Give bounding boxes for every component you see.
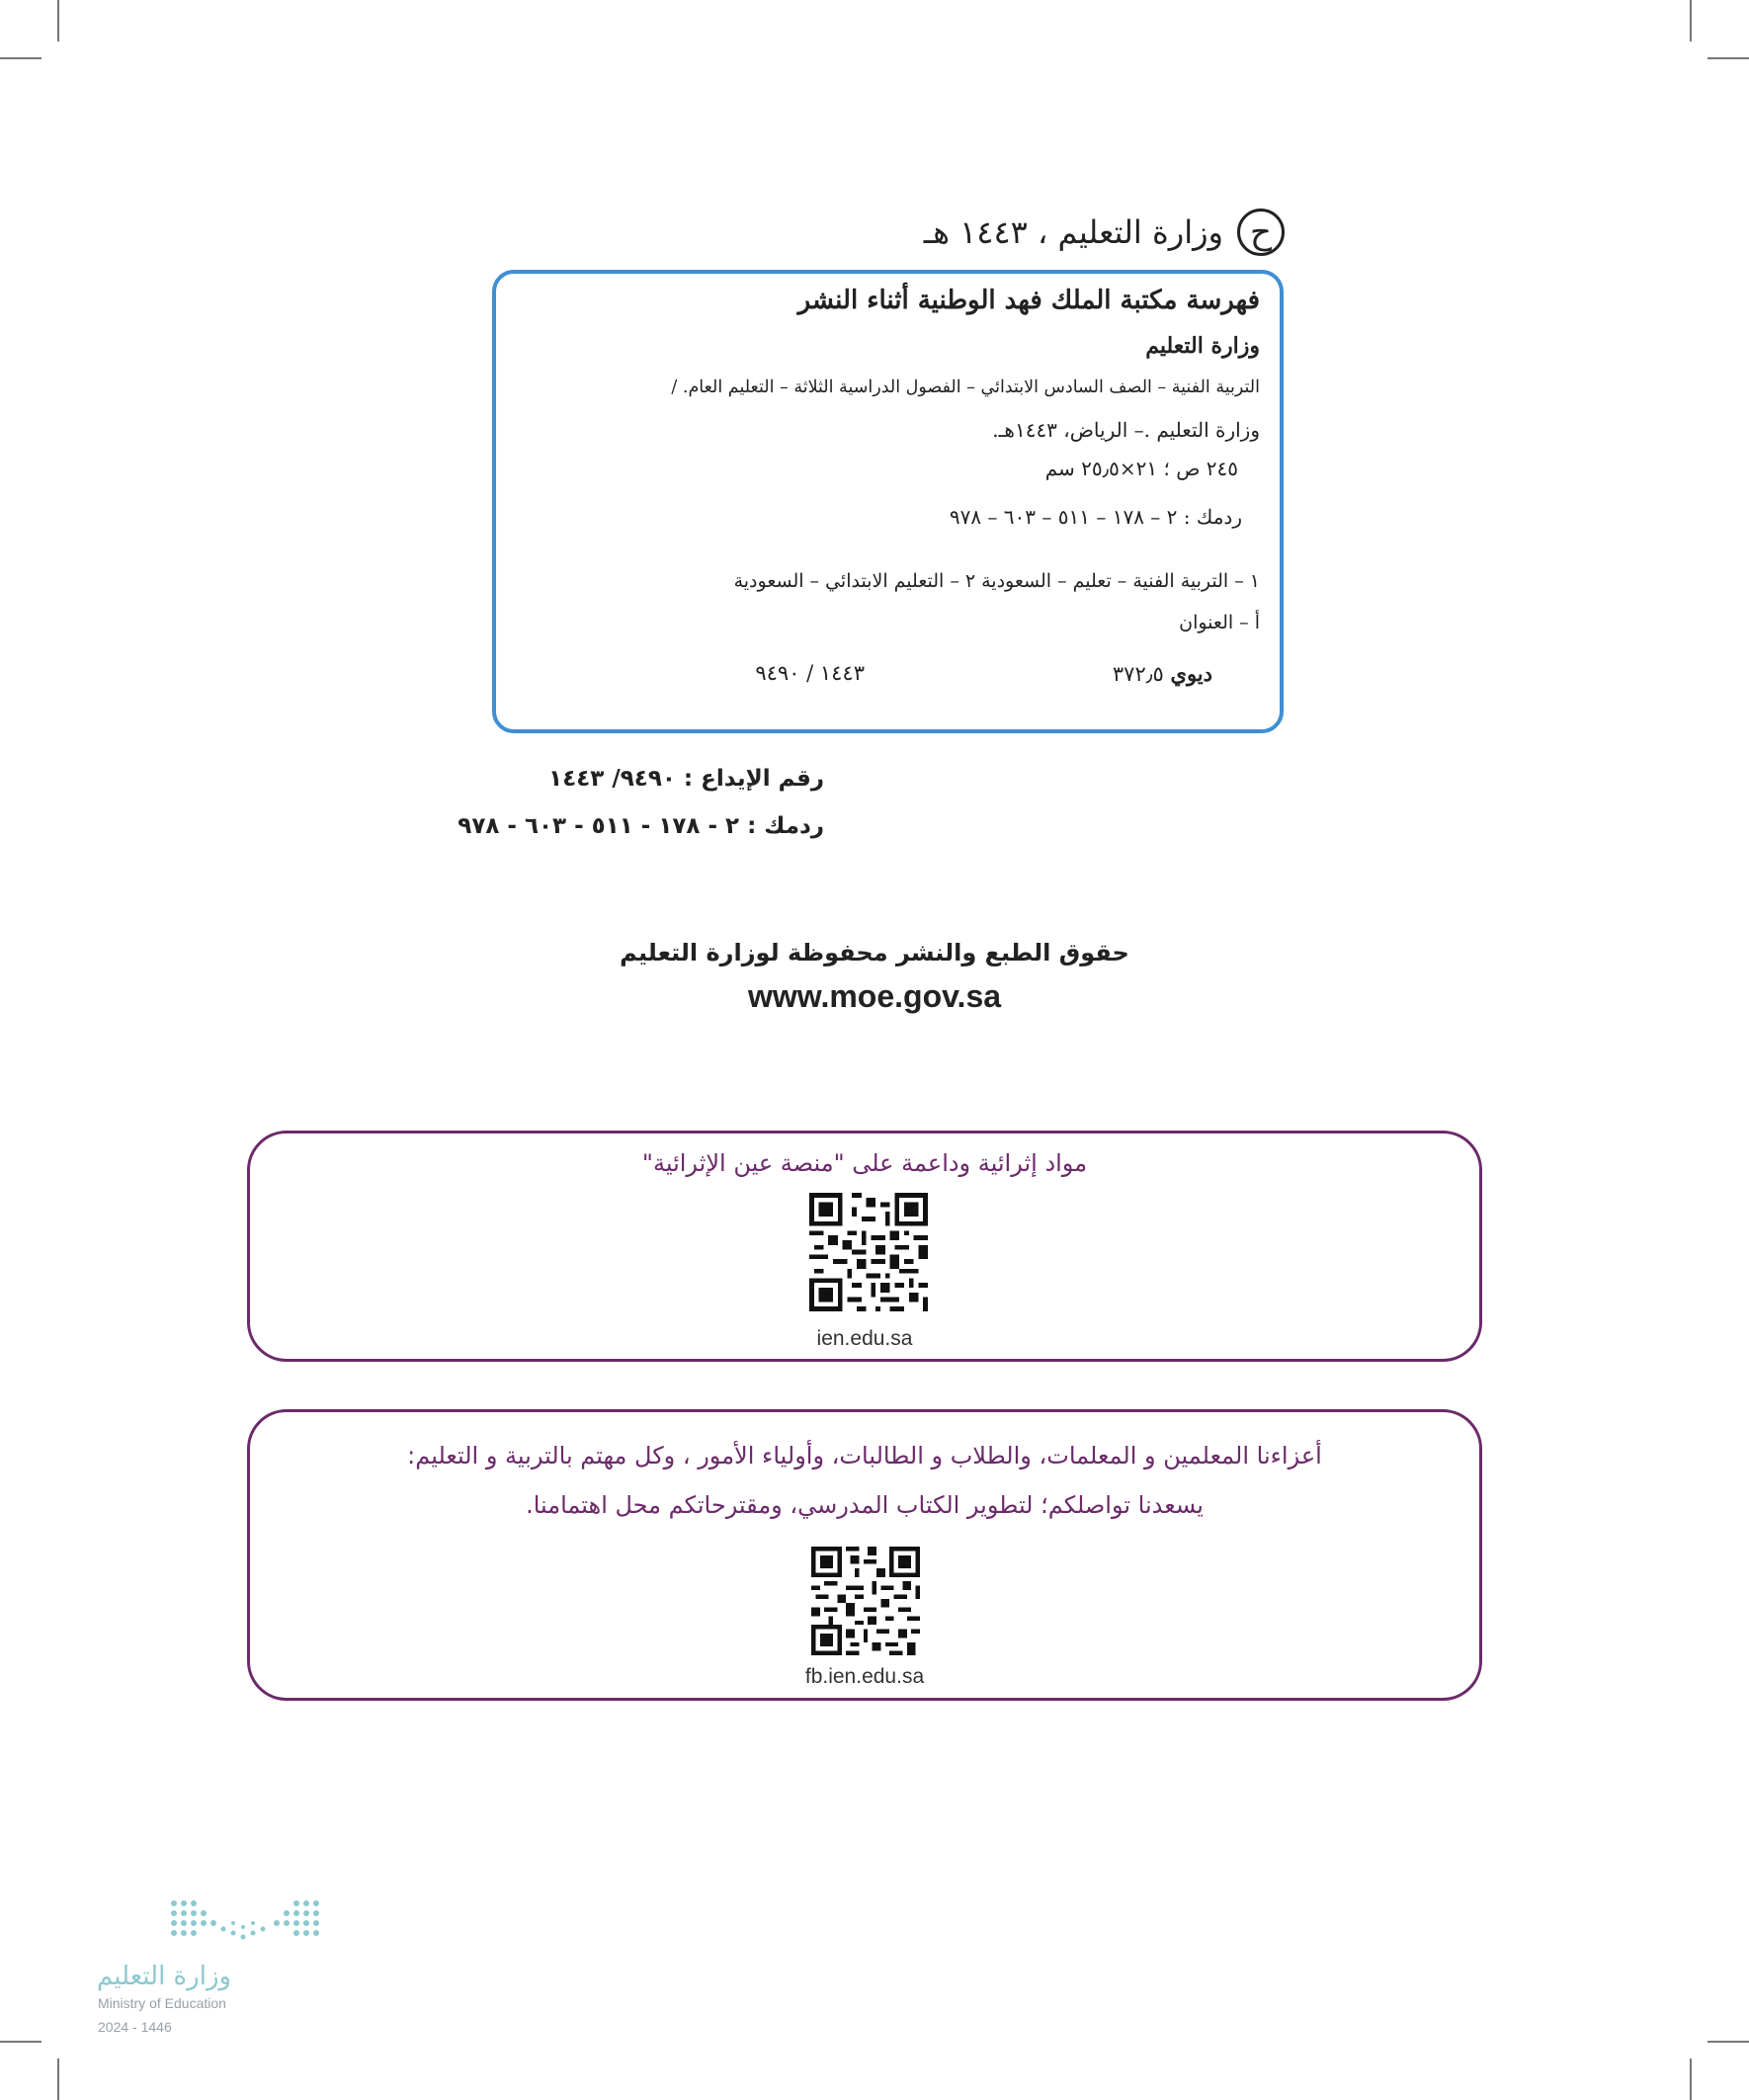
feedback-url[interactable]: fb.ien.edu.sa [804,1665,925,1688]
crop-mark [1707,2041,1749,2043]
copyright-symbol: ح [1237,209,1285,256]
catalog-heading: فهرسة مكتبة الملك فهد الوطنية أثناء النشر [797,286,1260,315]
crop-mark [1690,2058,1692,2100]
qr-code-feedback[interactable] [811,1547,920,1655]
deposit-number: رقم الإيداع : ٩٤٩٠/ ١٤٤٣ [548,766,824,792]
feedback-line-1: أعزاءنا المعلمين و المعلمات، والطلاب و الطالبات، وأولياء الأمور ، وكل مهتم بالتربية و التعليم: [407,1442,1322,1470]
copyright-text: وزارة التعليم ، ١٤٤٣ هـ [923,213,1223,251]
catalog-line-3: ٢٤٥ ص ؛ ٢١×٢٥٫٥ سم [1044,457,1238,480]
ministry-logo-english: Ministry of Education [98,1995,226,2011]
rights-notice: حقوق الطبع والنشر محفوظة لوزارة التعليم [620,939,1129,966]
moe-url[interactable]: www.moe.gov.sa [747,978,1002,1014]
crop-mark [1690,0,1692,42]
catalog-subjects: ١ – التربية الفنية – تعليم – السعودية ٢ – التعليم الابتدائي – السعودية [733,570,1260,592]
dewey-label: ديوي [1170,661,1212,686]
catalog-line-1: التربية الفنية – الصف السادس الابتدائي – الفصول الدراسية الثلاثة – التعليم العام. / [671,378,1260,397]
catalog-isbn: ردمك : ٢ – ١٧٨ – ٥١١ – ٦٠٣ – ٩٧٨ [949,505,1242,529]
qr-code-ien[interactable] [809,1193,928,1311]
catalog-dewey [1113,661,1212,686]
catalog-title-entry: أ – العنوان [1179,612,1260,633]
ministry-logo-arabic: وزارة التعليم [97,1962,232,1991]
dewey-value: ٣٧٢٫٥ [1112,662,1164,686]
ministry-logo-year: 2024 - 1446 [98,2019,172,2035]
catalog-deposit: ١٤٤٣ / ٩٤٩٠ [755,661,865,685]
ien-platform-box [247,1131,1482,1362]
catalog-line-2: وزارة التعليم .– الرياض، ١٤٤٣هـ. [992,418,1260,442]
feedback-line-2: يسعدنا تواصلكم؛ لتطوير الكتاب المدرسي، ومقترحاتكم محل اهتمامنا. [526,1491,1204,1519]
deposit-isbn: ردمك : ٢ - ١٧٨ - ٥١١ - ٦٠٣ - ٩٧٨ [458,813,824,839]
crop-mark [0,57,42,59]
crop-mark [57,2058,59,2100]
feedback-box [247,1409,1482,1701]
ien-platform-text: مواد إثرائية وداعمة على "منصة عين الإثرائية" [641,1149,1088,1177]
copyright-line [889,198,1285,267]
catalog-author: وزارة التعليم [1145,333,1260,359]
ien-url[interactable]: ien.edu.sa [816,1327,913,1350]
crop-mark [57,0,59,42]
crop-mark [1707,57,1749,59]
cataloging-box [492,270,1284,733]
ministry-logo-icon [168,1897,326,1949]
crop-mark [0,2041,42,2043]
